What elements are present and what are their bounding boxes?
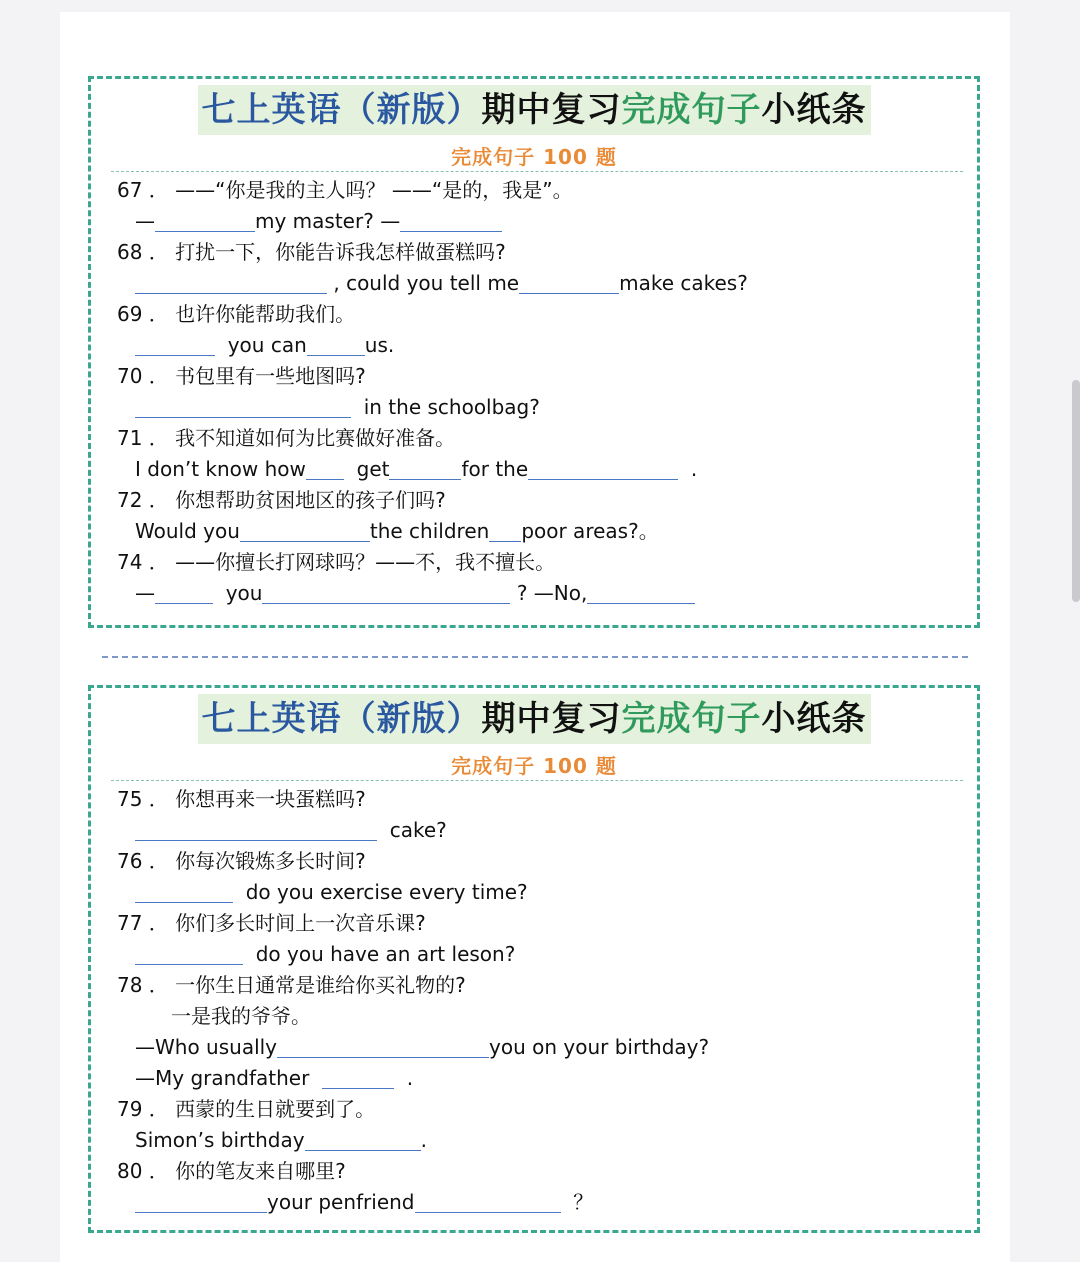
answer-blank[interactable] [519, 273, 619, 294]
question-70-prompt: 70 ． 书包里有一些地图吗? [117, 364, 366, 388]
answer-blank[interactable] [155, 583, 213, 604]
question-71-answer: I don’t know how get for the . [135, 457, 698, 481]
answer-blank[interactable] [135, 820, 377, 841]
title-part-3: 完成句子 [621, 90, 762, 130]
question-67-answer: — my master? — [117, 206, 967, 237]
card-subtitle: 完成句子 100 题 [451, 754, 617, 778]
title-part-2: 期中复习 [481, 90, 622, 130]
title-part-2: 期中复习 [481, 699, 622, 739]
question-77-answer: do you have an art leson? [117, 939, 967, 970]
question-list [117, 784, 967, 1218]
answer-blank[interactable] [135, 1192, 267, 1213]
title-part-1: 七上英语（新版） [201, 90, 482, 130]
answer-blank[interactable] [135, 273, 327, 294]
document-page [60, 12, 1010, 1262]
card-title [91, 694, 977, 744]
question-80-answer: your penfriend ？ [117, 1187, 967, 1218]
question-68-answer: , could you tell me make cakes? [117, 268, 967, 299]
divider [111, 171, 963, 172]
divider [111, 780, 963, 781]
answer-blank[interactable] [305, 1130, 421, 1151]
question-68-prompt: 68 ． 打扰一下，你能告诉我怎样做蛋糕吗? [117, 240, 506, 264]
answer-blank[interactable] [240, 521, 370, 542]
question-74-answer: — you ? —No, [117, 578, 967, 609]
answer-blank[interactable] [135, 944, 243, 965]
title-part-4: 小纸条 [761, 699, 867, 739]
answer-blank[interactable] [389, 459, 461, 480]
question-77-prompt: 77 ． 你们多长时间上一次音乐课? [117, 911, 426, 935]
question-69-answer: you can us. [117, 330, 967, 361]
answer-blank[interactable] [135, 882, 233, 903]
question-78-answer: —Who usually you on your birthday? [135, 1035, 710, 1059]
scrollbar[interactable] [1072, 380, 1080, 602]
question-78-prompt: 78 ． 一你生日通常是谁给你买礼物的? [117, 973, 466, 997]
answer-blank[interactable] [587, 583, 695, 604]
answer-blank[interactable] [135, 335, 215, 356]
answer-blank[interactable] [489, 521, 521, 542]
answer-blank[interactable] [400, 211, 502, 232]
answer-blank[interactable] [277, 1037, 489, 1058]
card-subtitle: 完成句子 100 题 [451, 145, 617, 169]
note-card-2 [88, 685, 980, 1233]
question-list [117, 175, 967, 609]
question-74-prompt: 74 ． ——你擅长打网球吗？——不，我不擅长。 [117, 550, 556, 574]
title-part-1: 七上英语（新版） [201, 699, 482, 739]
question-78-answer-2: —My grandfather . [135, 1066, 414, 1090]
answer-blank[interactable] [415, 1192, 561, 1213]
question-72-answer: Would you the children poor areas?。 [135, 519, 659, 543]
cut-line [102, 656, 968, 658]
answer-blank[interactable] [307, 335, 365, 356]
note-card-1 [88, 76, 980, 628]
answer-blank[interactable] [155, 211, 255, 232]
question-72-prompt: 72 ． 你想帮助贫困地区的孩子们吗? [117, 488, 446, 512]
answer-blank[interactable] [306, 459, 344, 480]
answer-blank[interactable] [262, 583, 510, 604]
title-part-4: 小纸条 [761, 90, 867, 130]
card-title [91, 85, 977, 135]
question-75-prompt: 75 ． 你想再来一块蛋糕吗? [117, 787, 366, 811]
question-79-prompt: 79 ． 西蒙的生日就要到了。 [117, 1097, 376, 1121]
question-79-answer: Simon’s birthday . [135, 1128, 427, 1152]
answer-blank[interactable] [135, 397, 351, 418]
question-69-prompt: 69 ． 也许你能帮助我们。 [117, 302, 356, 326]
question-76-answer: do you exercise every time? [117, 877, 967, 908]
question-75-answer: cake? [117, 815, 967, 846]
question-71-prompt: 71 ． 我不知道如何为比赛做好准备。 [117, 426, 456, 450]
answer-blank[interactable] [322, 1068, 394, 1089]
answer-blank[interactable] [528, 459, 678, 480]
question-70-answer: in the schoolbag? [117, 392, 967, 423]
title-part-3: 完成句子 [621, 699, 762, 739]
question-67-prompt: 67 ． ——“你是我的主人吗？ ——“是的，我是”。 [117, 178, 573, 202]
question-80-prompt: 80 ． 你的笔友来自哪里? [117, 1159, 346, 1183]
question-76-prompt: 76 ． 你每次锻炼多长时间? [117, 849, 366, 873]
question-78-prompt-2: 一是我的爷爷。 [171, 1004, 311, 1028]
